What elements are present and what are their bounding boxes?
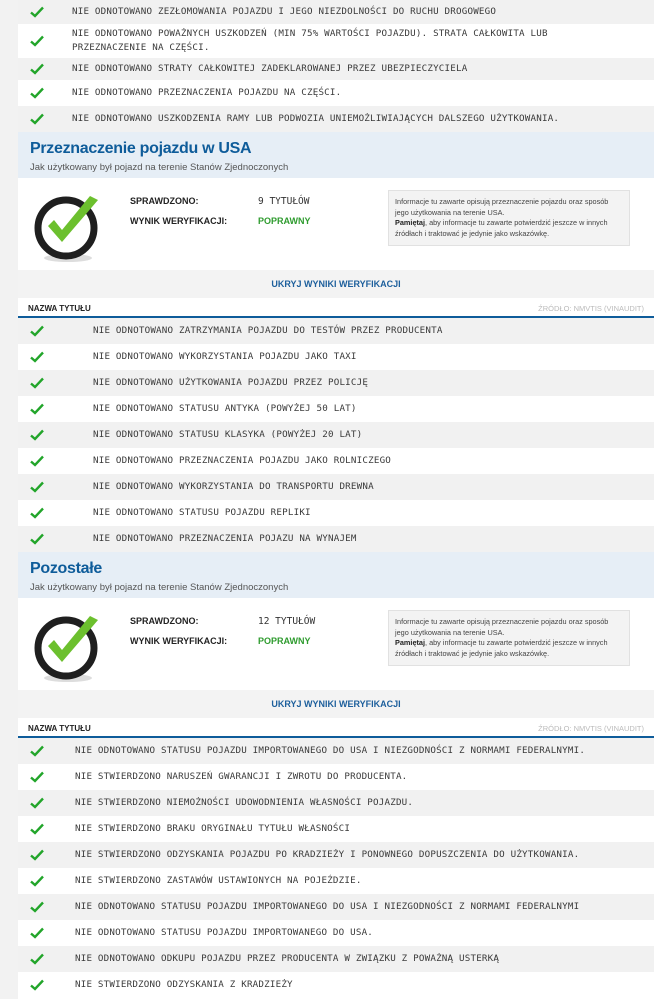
check-icon [30, 35, 44, 47]
report-page [18, 0, 654, 999]
list-item-label: PRZEZNACZENIE NA CZĘŚCI. [72, 42, 210, 53]
table-row [18, 816, 654, 842]
section-title: Pozostałe [30, 560, 102, 577]
table-row [18, 842, 654, 868]
section-subtitle: Jak użytkowany był pojazd na terenie Stanów Zjednoczonych [30, 162, 289, 173]
info-bold: Pamiętaj [395, 218, 426, 227]
section1-list [18, 318, 654, 552]
table-row [18, 972, 654, 998]
list-item [18, 24, 654, 58]
table-row-label: NIE STWIERDZONO ZASTAWÓW USTAWIONYCH NA POJEŹDZIE. [75, 875, 362, 886]
table-row-label: NIE ODNOTOWANO PRZEZNACZENIA POJAZU NA WYNAJEM [93, 533, 357, 544]
table-row [18, 764, 654, 790]
check-icon [30, 6, 44, 18]
hide-results-button[interactable] [18, 690, 654, 718]
table-row-label: NIE STWIERDZONO BRAKU ORYGINAŁU TYTUŁU WŁASNOŚCI [75, 823, 351, 834]
check-icon [30, 927, 44, 939]
table-row [18, 920, 654, 946]
check-icon [30, 325, 44, 337]
info-text: Informacje tu zawarte opisują przeznaczenie pojazdu oraz sposób jego użytkowania na terenie USA. [395, 617, 609, 637]
table-row [18, 894, 654, 920]
checked-label: SPRAWDZONO: [130, 616, 199, 626]
table-row [18, 500, 654, 526]
table-row-label: NIE STWIERDZONO NARUSZEŃ GWARANCJI I ZWROTU DO PRODUCENTA. [75, 771, 408, 782]
check-icon [30, 875, 44, 887]
table-row [18, 370, 654, 396]
list-item-label: NIE ODNOTOWANO PRZEZNACZENIA POJAZDU NA CZĘŚCI. [72, 87, 342, 98]
col-source-header: ŹRÓDŁO: NMVTIS (VINAUDIT) [538, 304, 644, 313]
table-row-label: NIE ODNOTOWANO STATUSU KLASYKA (POWYŻEJ 20 LAT) [93, 429, 363, 440]
table-header [18, 298, 654, 318]
result-label: WYNIK WERYFIKACJI: [130, 636, 228, 646]
info-bold: Pamiętaj [395, 638, 426, 647]
info-box [388, 610, 630, 666]
table-row [18, 448, 654, 474]
check-icon [30, 87, 44, 99]
col-name-header: NAZWA TYTUŁU [28, 304, 91, 313]
check-icon [30, 455, 44, 467]
check-icon [30, 849, 44, 861]
table-row-label: NIE ODNOTOWANO STATUSU POJAZDU IMPORTOWANEGO DO USA I NIEZGODNOŚCI Z NORMAMI FEDERALNYMI [75, 901, 580, 912]
result-value: POPRAWNY [258, 216, 311, 226]
check-icon [30, 979, 44, 991]
table-row-label: NIE ODNOTOWANO PRZEZNACZENIA POJAZDU JAKO ROLNICZEGO [93, 455, 392, 466]
checked-label: SPRAWDZONO: [130, 196, 199, 206]
table-row-label: NIE ODNOTOWANO STATUSU POJAZDU REPLIKI [93, 507, 311, 518]
hide-results-button[interactable] [18, 270, 654, 298]
table-row-label: NIE ODNOTOWANO ZATRZYMANIA POJAZDU DO TESTÓW PRZEZ PRODUCENTA [93, 325, 443, 336]
section-header [18, 132, 654, 178]
check-icon [30, 377, 44, 389]
table-row [18, 790, 654, 816]
check-icon [30, 63, 44, 75]
check-icon [30, 429, 44, 441]
table-row [18, 738, 654, 764]
check-icon [30, 113, 44, 125]
check-icon [30, 403, 44, 415]
table-row [18, 344, 654, 370]
section2-list [18, 738, 654, 998]
check-icon [30, 771, 44, 783]
verified-check-icon [32, 612, 104, 684]
check-icon [30, 901, 44, 913]
result-value: POPRAWNY [258, 636, 311, 646]
result-label: WYNIK WERYFIKACJI: [130, 216, 228, 226]
table-row [18, 422, 654, 448]
list-item [18, 80, 654, 106]
info-box [388, 190, 630, 246]
info-rest: , aby informacje tu zawarte potwierdzić jeszcze w innych źródłach i traktować je jedynie jako wskazówkę. [395, 218, 608, 238]
list-item [18, 106, 654, 132]
list-item-label: NIE ODNOTOWANO POWAŻNYCH USZKODZEŃ (MIN 75% WARTOŚCI POJAZDU). STRATA CAŁKOWITA LUB [72, 28, 548, 39]
verification-summary [18, 178, 654, 270]
verified-check-icon [32, 192, 104, 264]
table-row [18, 318, 654, 344]
table-row-label: NIE STWIERDZONO ODZYSKANIA Z KRADZIEŻY [75, 979, 293, 990]
table-row-label: NIE ODNOTOWANO WYKORZYSTANIA POJAZDU JAKO TAXI [93, 351, 357, 362]
table-row-label: NIE ODNOTOWANO UŻYTKOWANIA POJAZDU PRZEZ POLICJĘ [93, 377, 369, 388]
check-icon [30, 797, 44, 809]
table-row [18, 868, 654, 894]
list-item-label: NIE ODNOTOWANO USZKODZENIA RAMY LUB PODWOZIA UNIEMOŻLIWIAJĄCYCH DALSZEGO UŻYTKOWANIA. [72, 113, 560, 124]
check-icon [30, 953, 44, 965]
table-row [18, 526, 654, 552]
table-row-label: NIE ODNOTOWANO STATUSU ANTYKA (POWYŻEJ 50 LAT) [93, 403, 357, 414]
table-row-label: NIE ODNOTOWANO STATUSU POJAZDU IMPORTOWANEGO DO USA I NIEZGODNOŚCI Z NORMAMI FEDERALNYMI. [75, 745, 586, 756]
table-row-label: NIE STWIERDZONO NIEMOŻNOŚCI UDOWODNIENIA WŁASNOŚCI POJAZDU. [75, 797, 414, 808]
check-icon [30, 823, 44, 835]
table-row-label: NIE ODNOTOWANO STATUSU POJAZDU IMPORTOWANEGO DO USA. [75, 927, 374, 938]
info-text: Informacje tu zawarte opisują przeznaczenie pojazdu oraz sposób jego użytkowania na terenie USA. [395, 197, 609, 217]
table-row-label: NIE STWIERDZONO ODZYSKANIA POJAZDU PO KRADZIEŻY I PONOWNEGO DOPUSZCZENIA DO UŻYTKOWANIA. [75, 849, 580, 860]
hide-results-label: UKRYJ WYNIKI WERYFIKACJI [271, 699, 401, 709]
check-icon [30, 533, 44, 545]
list-item [18, 58, 654, 80]
hide-results-label: UKRYJ WYNIKI WERYFIKACJI [271, 279, 401, 289]
table-row [18, 396, 654, 422]
checked-value: 9 TYTUŁÓW [258, 196, 310, 207]
col-name-header: NAZWA TYTUŁU [28, 724, 91, 733]
list-item-label: NIE ODNOTOWANO STRATY CAŁKOWITEJ ZADEKLAROWANEJ PRZEZ UBEZPIECZYCIELA [72, 63, 468, 74]
table-row [18, 474, 654, 500]
check-icon [30, 481, 44, 493]
section-header [18, 552, 654, 598]
list-item-label: NIE ODNOTOWANO ZEZŁOMOWANIA POJAZDU I JEGO NIEZDOLNOŚCI DO RUCHU DROGOWEGO [72, 6, 497, 17]
table-row-label: NIE ODNOTOWANO ODKUPU POJAZDU PRZEZ PRODUCENTA W ZWIĄZKU Z POWAŻNĄ USTERKĄ [75, 953, 500, 964]
table-row [18, 946, 654, 972]
section-subtitle: Jak użytkowany był pojazd na terenie Stanów Zjednoczonych [30, 582, 289, 593]
check-icon [30, 507, 44, 519]
verification-summary [18, 598, 654, 690]
info-rest: , aby informacje tu zawarte potwierdzić jeszcze w innych źródłach i traktować je jedynie jako wskazówkę. [395, 638, 608, 658]
table-row-label: NIE ODNOTOWANO WYKORZYSTANIA DO TRANSPORTU DREWNA [93, 481, 374, 492]
check-icon [30, 745, 44, 757]
table-header [18, 718, 654, 738]
list-item [18, 0, 654, 24]
col-source-header: ŹRÓDŁO: NMVTIS (VINAUDIT) [538, 724, 644, 733]
checked-value: 12 TYTUŁÓW [258, 616, 316, 627]
section-title: Przeznaczenie pojazdu w USA [30, 140, 252, 157]
check-icon [30, 351, 44, 363]
